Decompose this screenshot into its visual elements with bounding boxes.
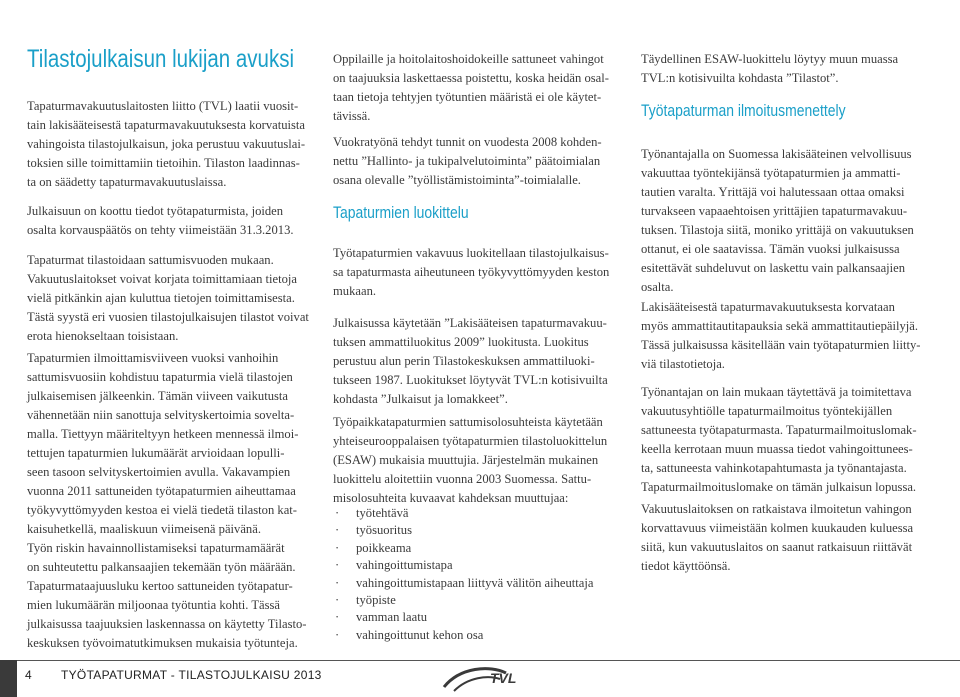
list-item: · työtehtävä	[333, 505, 593, 522]
text-line: yhteiseurooppalaisen työtapaturmien tilastoluokittelun	[333, 434, 608, 448]
tvl-logo	[440, 661, 526, 695]
text-line: mukaan.	[333, 284, 377, 298]
page-number: 4	[25, 668, 32, 682]
text-line: esitettävät suhdeluvut on laskettu vain palkansaajien	[641, 261, 906, 275]
text-line: ta on säädetty tapaturmavakuutuslaissa.	[27, 175, 227, 189]
text-line: Tästä syystä eri vuosien tilastojulkaisujen tilastot voivat	[27, 310, 309, 324]
text-line: Vakuutuslaitokset voivat korjata toimittamiaan tietoja	[27, 272, 298, 286]
text-line: Vuokratyönä tehdyt tunnit on vuodesta 2008 kohden-	[333, 135, 602, 149]
text-line: korvattavuus viimeistään kolmen kuukauden kuluessa	[641, 521, 914, 535]
paragraph-occupation	[333, 314, 608, 409]
text-line: erota hienokseltaan toisistaan.	[27, 329, 179, 343]
text-line: malla. Tiettyyn määriteltyyn hetkeen mennessä ilmoi-	[27, 427, 299, 441]
paragraph-accident-year	[27, 251, 309, 346]
text-line: vuonna 2011 sattuneiden työtapaturmien aiheuttamaa	[27, 484, 296, 498]
paragraph-decision	[641, 500, 913, 576]
text-line: sattuneesta työtapaturmasta. Tapaturmailmoituslomak-	[641, 423, 917, 437]
paragraph-students	[333, 50, 609, 126]
text-line: Työpaikkatapaturmien sattumisolosuhteista käytetään	[333, 415, 603, 429]
text-line: nettu ”Hallinto- ja tukipalvelutoiminta” päätoimialan	[333, 154, 601, 168]
text-line: osalta.	[641, 280, 674, 294]
text-line: Vakuutuslaitoksen on ratkaistava ilmoitetun vahingon	[641, 502, 912, 516]
text-line: tuksen ammattiluokitus 2009” luokitusta. Luokitus	[333, 335, 589, 349]
text-line: kohdasta ”Julkaisut ja lomakkeet”.	[333, 392, 508, 406]
text-line: Lakisääteisestä tapaturmavakuutuksesta korvataan	[641, 300, 895, 314]
text-line: Tapaturmat tilastoidaan sattumisvuoden mukaan.	[27, 253, 274, 267]
text-line: luokittelu aloitettiin vuonna 2003 Suomessa. Sattu-	[333, 472, 592, 486]
text-line: seen tasoon selvityskertoimien avulla. Vakavampien	[27, 465, 291, 479]
paragraph-occupational-disease	[641, 298, 920, 374]
text-line: turvakseen vapaaehtoisen yrittäjien tapaturmavakuu-	[641, 204, 908, 218]
text-line: Tapaturmailmoituslomake on tämän julkaisun lopussa.	[641, 480, 917, 494]
paragraph-risk	[27, 539, 306, 653]
text-line: kaisuhetkellä, maaliskuun viimeisenä päivänä.	[27, 522, 261, 536]
text-line: mien lukumäärän miljoonaa työtuntia kohti. Tässä	[27, 598, 280, 612]
list-item: · vahingoittumistapaan liittyvä välitön aiheuttaja	[333, 575, 593, 592]
text-line: vakuuttaa työntekijänsä työtapaturmien ja ammatti-	[641, 166, 901, 180]
paragraph-temp-work	[333, 133, 602, 190]
heading-reporting: Työtapaturman ilmoitusmenettely	[641, 101, 846, 120]
text-line: Työtapaturmien vakavuus luokitellaan tilastojulkaisus-	[333, 246, 609, 260]
text-line: sa tapaturmasta aiheutuneen työkyvyttömyyden keston	[333, 265, 610, 279]
text-line: tävissä.	[333, 109, 371, 123]
text-line: (ESAW) mukaisia muuttujia. Järjestelmän mukainen	[333, 453, 599, 467]
list-item: · työsuoritus	[333, 522, 593, 539]
text-line: ottanut, ei ole saatavissa. Tämän vuoksi julkaisussa	[641, 242, 900, 256]
text-line: TVL:n kotisivuilta kohdasta ”Tilastot”.	[641, 71, 839, 85]
text-line: työkyvyttömyyden kestoa ei vielä tiedetä tilaston kat-	[27, 503, 297, 517]
paragraph-intro	[27, 97, 305, 192]
text-line: siitä, kun vakuutuslaitos on saanut ratkaisuun riittävät	[641, 540, 913, 554]
paragraph-reporting-delay	[27, 349, 298, 539]
text-line: Tapaturmataajuusluku kertoo sattuneiden työtapatur-	[27, 579, 293, 593]
list-item: · vahingoittumistapa	[333, 557, 593, 574]
text-line: Työnantajan on lain mukaan täytettävä ja toimitettava	[641, 385, 912, 399]
text-line: viä tilastotietoja.	[641, 357, 725, 371]
text-line: tautien varalta. Yrittäjä voi halutessaan ottaa omaksi	[641, 185, 905, 199]
text-line: keella kerrotaan muun muassa tiedot vahingoittunees-	[641, 442, 913, 456]
text-line: Julkaisuun on koottu tiedot työtapaturmista, joiden	[27, 204, 284, 218]
text-line: Työn riskin havainnollistamiseksi tapaturmamäärät	[27, 541, 285, 555]
text-line: tiedot käyttöönsä.	[641, 559, 731, 573]
text-line: Julkaisussa käytetään ”Lakisääteisen tapaturmavakuu-	[333, 316, 607, 330]
list-item: · työpiste	[333, 592, 593, 609]
list-item: · vahingoittunut kehon osa	[333, 627, 593, 644]
text-line: on suhteutettu palkansaajien tekemään työn määrään.	[27, 560, 296, 574]
text-line: vakuutusyhtiölle tapaturmailmoitus työntekijällen	[641, 404, 893, 418]
paragraph-employer-duty	[641, 145, 914, 297]
text-line: sattumisvuosiin kohdistuu tapaturmia vielä tilastojen	[27, 370, 293, 384]
text-line: on taajuuksia laskettaessa poistettu, koska heidän osal-	[333, 71, 609, 85]
text-line: tettujen tapaturmien lukumäärät arvioidaan lopulli-	[27, 446, 285, 460]
text-line: taan tietoja tehtyjen työtuntien määristä ei ole käytet-	[333, 90, 602, 104]
footer-title: TYÖTAPATURMAT - TILASTOJULKAISU 2013	[61, 668, 322, 682]
paragraph-esaw	[333, 413, 607, 508]
text-line: tuksen. Tilastoja siitä, moniko yrittäjä on vakuutuksen	[641, 223, 914, 237]
text-line: perustuu alun perin Tilastokeskuksen ammattiluoki-	[333, 354, 595, 368]
text-line: tain lakisääteisestä tapaturmavakuutuksesta korvatuista	[27, 118, 306, 132]
text-line: Tapaturmien ilmoittamisviiveen vuoksi vanhoihin	[27, 351, 279, 365]
text-line: osana olevalle ”työllistämistoiminta”-toimialalle.	[333, 173, 581, 187]
text-line: Tässä julkaisussa käsitellään vain työtapaturmien liitty-	[641, 338, 921, 352]
page-title: Tilastojulkaisun lukijan avuksi	[27, 45, 295, 73]
text-line: misolosuhteita kuvaavat kahdeksan muuttujaa:	[333, 491, 569, 505]
heading-classification: Tapaturmien luokittelu	[333, 203, 469, 222]
paragraph-severity	[333, 244, 609, 301]
list-item: · vamman laatu	[333, 609, 593, 626]
paragraph-notification	[641, 383, 917, 497]
text-line: myös ammattitautitapauksia sekä ammattitautiepäilyjä.	[641, 319, 918, 333]
text-line: Tapaturmavakuutuslaitosten liitto (TVL) laatii vuosit-	[27, 99, 299, 113]
footer-tab	[0, 660, 17, 697]
text-line: osalta korvauspäätös on tehty viimeistään 31.3.2013.	[27, 223, 294, 237]
text-line: vielä pitkänkin ajan kuluttua tietojen toimittamisesta.	[27, 291, 295, 305]
text-line: vahingoista tilastojulkaisun, joka perustuu vakuutuslai-	[27, 137, 306, 151]
text-line: toksien sille toimittamiin tietoihin. Tilaston laadinnas-	[27, 156, 300, 170]
text-line: Oppilaille ja hoitolaitoshoidokeille sattuneet vahingot	[333, 52, 604, 66]
text-line: keskuksen työvoimatutkimuksen mukaisia työtunteja.	[27, 636, 298, 650]
text-line: julkaisussa taajuuksien laskennassa on käytetty Tilasto-	[27, 617, 307, 631]
list-item: · poikkeama	[333, 540, 593, 557]
text-line: Työnantajalla on Suomessa lakisääteinen velvollisuus	[641, 147, 912, 161]
paragraph-esaw-link	[641, 50, 898, 88]
text-line: tukseen 1987. Luokitukset löytyvät TVL:n kotisivuilta	[333, 373, 608, 387]
text-line: ta, sattuneesta vahinkotapahtumasta ja työnantajasta.	[641, 461, 907, 475]
text-line: julkaisemisen jälkeenkin. Tämän viiveen vaikutusta	[27, 389, 289, 403]
variable-list	[333, 505, 593, 644]
text-line: vähennetään niin sanottuja selvityskertoimia sovelta-	[27, 408, 295, 422]
paragraph-contents	[27, 202, 294, 240]
svg-text:TVL: TVL	[490, 670, 517, 686]
text-line: Täydellinen ESAW-luokittelu löytyy muun muassa	[641, 52, 899, 66]
